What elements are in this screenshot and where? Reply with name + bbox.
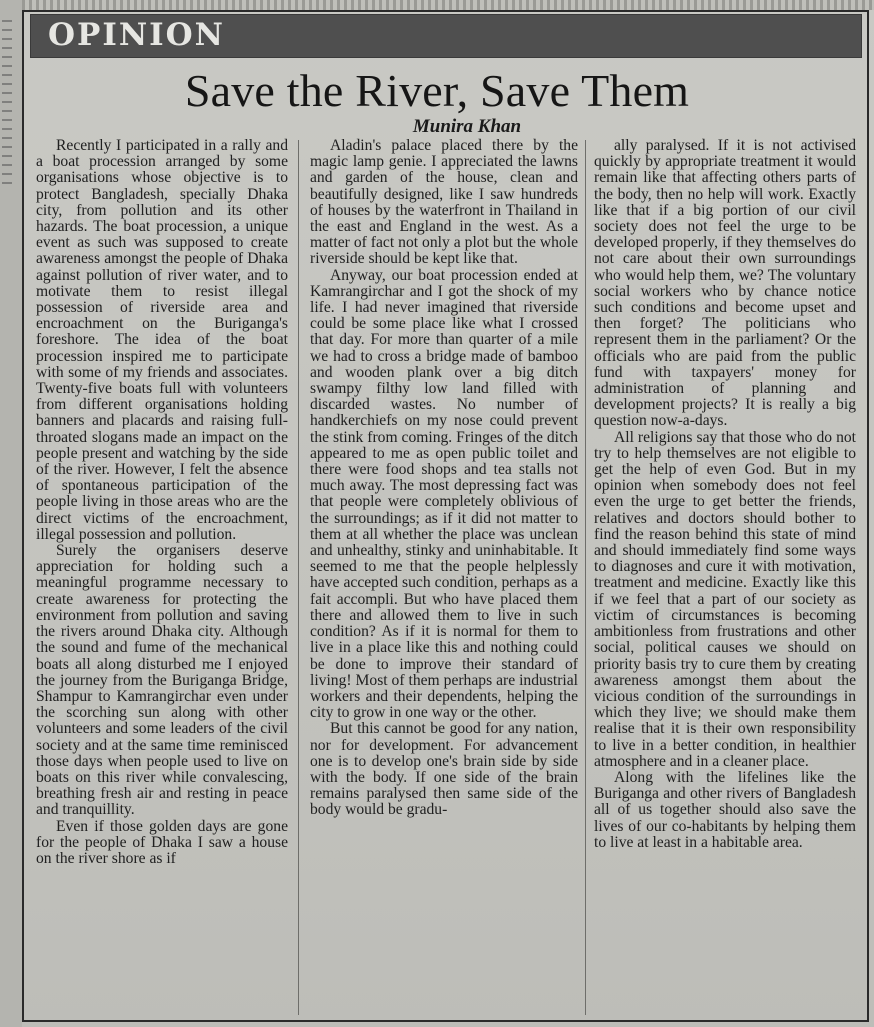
top-page-edge	[22, 0, 874, 10]
column-divider	[298, 140, 299, 1015]
section-banner	[30, 14, 862, 58]
article-headline: Save the River, Save Them	[184, 65, 690, 116]
article-column-2	[310, 138, 578, 819]
adjacent-page-edge	[0, 0, 22, 1027]
paragraph: But this cannot be good for any nation, nor for development. For advancement one is to develop one's brain side by side with the body. If one side of the brain remains paralysed then same side of the body would be gradu-	[310, 720, 578, 819]
article-byline: Munira Khan	[412, 116, 522, 137]
paragraph: Surely the organisers deserve appreciation for holding such a meaningful programme necessary to create awareness for protecting the environment from pollution and saving the rivers around Dhaka city. Although the sound and fume of the mechanical boats all along disturbed me I enjoyed the journey from the Buriganga Bridge, Shampur to Kamrangirchar even under the scorching sun along with other volunteers and some leaders of the civil society and at the same time reminisced those days when people used to live on boats on this river while convalescing, breathing fresh air and resting in peace and tranquillity.	[36, 542, 288, 819]
paragraph: Along with the lifelines like the Buriganga and other rivers of Bangladesh all of us together should also save the lives of our co-habitants by helping them to live at least in a habitable area.	[594, 768, 856, 851]
paragraph: All religions say that those who do not try to help themselves are not eligible to get the help of even God. But in my opinion when somebody does not feel even the urge to get better the friends, relatives and doctors should bother to find the reason behind this state of mind and should immediately find some ways to diagnoses and cure it with motivation, treatment and medicine. Exactly like this if we feel that a part of our society as victim of circumstances is becoming ambitionless from frustrations and other social, political causes we should on priority basis try to cure them by creating awareness amongst them about the vicious condition of the surroundings in which they live; we should make them realise that it is their own responsibility to live in a better condition, in healthier atmosphere and in a cleaner place.	[594, 428, 856, 770]
paragraph: Aladin's palace placed there by the magic lamp genie. I appreciated the lawns and garden of the house, clean and beautifully designed, like I saw hundreds of houses by the waterfront in Thailand in the east and England in the west. As a matter of fact not only a plot but the whole riverside should be kept like that.	[310, 137, 578, 268]
section-label: OPINION	[48, 17, 225, 53]
paragraph: Recently I participated in a rally and a boat procession arranged by some organisations whose objective is to protect Bangladesh, specially Dhaka city, from pollution and its other hazards. The boat procession, a unique event as such was supposed to create awareness amongst the people of Dhaka against pollution of river water, and to motivate them to resist illegal possession of riverside area and encroachment on the Buriganga's foreshore. The idea of the boat procession inspired me to participate with some of my friends and associates. Twenty-five boats full with volunteers from different organisations holding banners and placards and raising full-throated slogans made an impact on the people present and watching by the side of the river. However, I felt the absence of spontaneous participation of the people living in those areas who are the direct victims of the encroachment, illegal possession and pollution.	[36, 137, 288, 543]
paragraph: Anyway, our boat procession ended at Kamrangirchar and I got the shock of my life. I had never imagined that riverside could be some place like what I crossed that day. For more than quarter of a mile we had to cross a bridge made of bamboo and wooden plank over a big ditch swampy filthy low land filled with discarded wastes. No number of handkerchiefs on my nose could prevent the stink from coming. Fringes of the ditch appeared to me as open public toilet and there were food shops and tea stalls not much away. The most depressing fact was that people were completely oblivious of the surroundings; as if it did not matter to them at all whether the place was unclean and unhealthy, stinky and uninhabitable. It seemed to me that the people helplessly have accepted such condition, perhaps as a fait accompli. But who have placed them there and allowed them to live in such condition? As if it is normal for them to live in a place like this and nothing could be done to improve their standard of living! Most of them perhaps are industrial workers and their dependents, helping the city to grow in one way or the other.	[310, 266, 578, 722]
paragraph: Even if those golden days are gone for the people of Dhaka I saw a house on the river shore as if	[36, 817, 288, 867]
paragraph: ally paralysed. If it is not activised quickly by appropriate treatment it would remain like that affecting others parts of the body, then no help will work. Exactly like that if a big portion of our civil society does not feel the urge to be developed properly, if they themselves do not care about their own surroundings who would help them, we? The voluntary social workers who by chance notice such conditions and become upset and then forget? The politicians who represent them in the parliament? Or the officials who are paid from the public fund with taxpayers' money for administration of planning and development projects? It is really a big question now-a-days.	[594, 137, 856, 430]
column-divider	[585, 140, 586, 1015]
article-column-1	[36, 138, 288, 867]
article-column-3	[594, 138, 856, 851]
